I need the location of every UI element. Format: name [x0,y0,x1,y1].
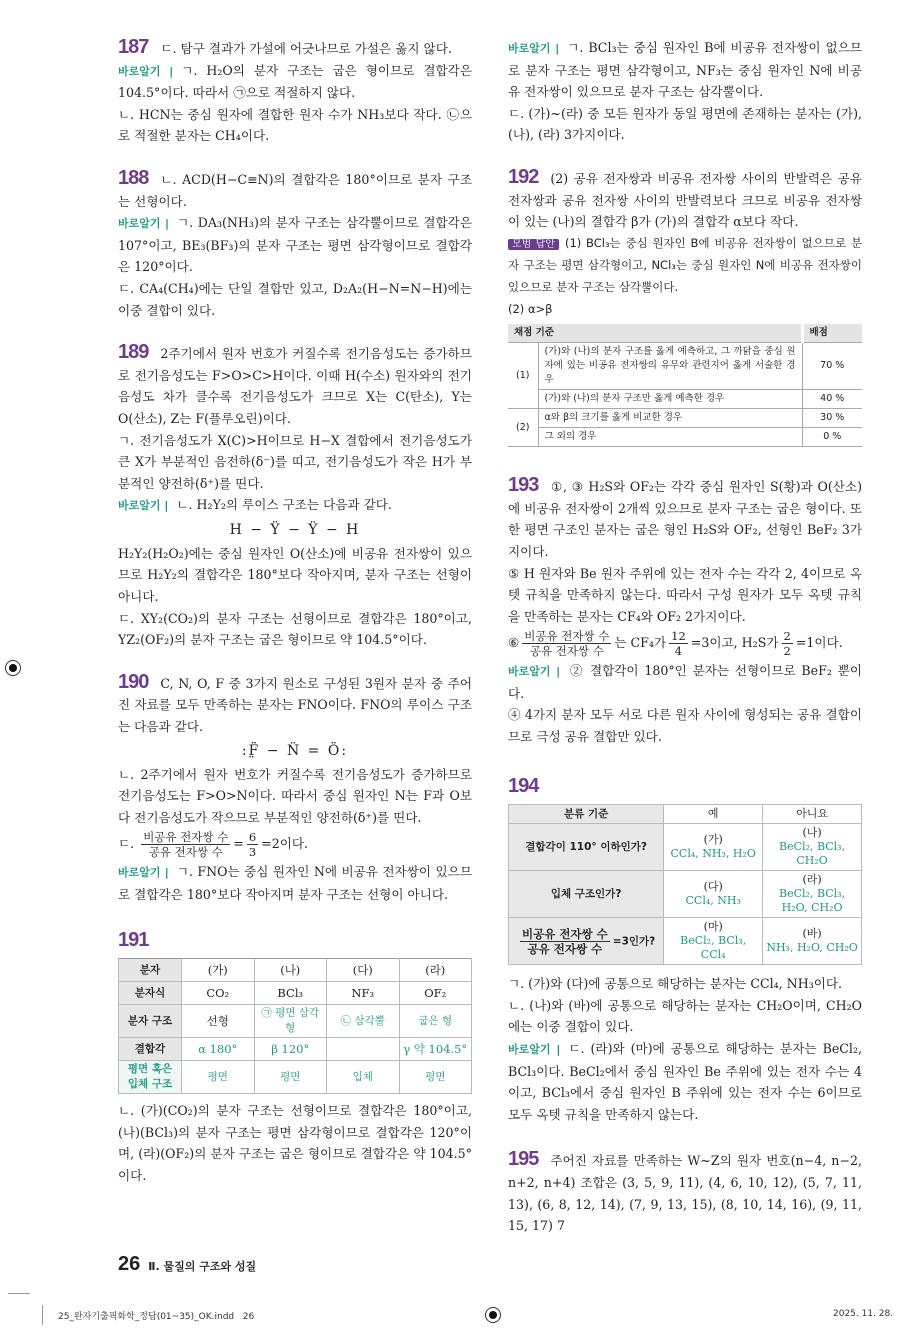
cell-label: (바) [802,927,822,941]
answer-text: ⑤ H 원자와 Be 원자 주위에 있는 전자 수는 각각 2, 4이므로 옥텟 규칙을 만족하지 않는다. 따라서 구성 원자가 모두 옥텟 규칙을 만족하는 분자는 CF₄와 OF₂ 2가지이다. [508,565,862,624]
question-number: 193 [508,474,539,497]
table-cell: ㉡ 삼각뿔 [327,1005,400,1038]
answer-text: ㄴ. (가)(CO₂)의 분자 구조는 선형이므로 결합각은 180°이고, (나)(BCl₃)의 분자 구조는 평면 삼각형이므로 결합각은 120°이며, (라)(OF₂)의 분자 구조는 굽은 형이므로 결합각은 약 104.5°이다. [118,1103,472,1183]
lewis-structure-fno: :F̤̈ − N̈ = Ö: [241,742,349,759]
denominator: 2 [783,644,791,659]
table-cell: (다) [327,959,400,982]
answer-text: ㄱ. BCl₃는 중심 원자인 B에 비공유 전자쌍이 없으므로 분자 구조는 평면 삼각형이고, NF₃는 중심 원자인 N에 비공유 전자쌍이 있으므로 분자 구조는 삼각뿔이다. [508,40,862,100]
left-column [118,37,472,1187]
score-cell: 70 % [802,343,862,390]
numerator: 6 [248,830,257,845]
answer-188 [118,168,472,321]
table-cell: (라) [399,959,472,982]
footer-line [118,1253,256,1276]
denominator: 공유 전자쌍 수 [529,644,604,659]
group-label: (1) [508,343,538,409]
molecule-table [118,958,472,1094]
table-cell: NF₃ [327,982,400,1005]
answer-192 [508,167,862,447]
page-footer [0,1237,900,1343]
criterion-cell [509,918,664,965]
column-header: 예 [664,805,763,824]
yes-cell [664,871,763,918]
criterion-suffix: =3인가? [612,935,656,948]
numerator: 12 [671,629,686,644]
row-header: 분자 구조 [119,1005,182,1038]
criteria-cell: 그 외의 경우 [538,428,802,447]
table-cell: 평면 [182,1061,255,1094]
correction-tag: 바로알기 | [118,217,169,231]
question-number: 194 [508,774,539,797]
table-cell: OF₂ [399,982,472,1005]
classification-table [508,804,862,965]
question-number: 187 [118,36,149,58]
row-header: 평면 혹은 입체 구조 [119,1061,182,1094]
answer-text: 2주기에서 원자 번호가 커질수록 전기음성도는 증가하므로 전기음성도는 F>O>C>H이다. 이때 H(수소) 원자와의 전기음성도 차가 클수록 전기음성도가 크므로 X는 C(탄소), Y는 O(산소), Z는 F(플루오린)이다. [118,346,472,426]
cell-label: (마) [703,920,723,934]
fraction [141,830,230,859]
correction-tag: 바로알기 | [118,499,169,513]
cell-molecules: BeCl₂, BCl₃, H₂O, CH₂O [779,887,846,915]
answer-text: (2) α>β [508,301,553,316]
answer-text: ㄱ. FNO는 중심 원자인 N에 비공유 전자쌍이 있으므로 결합각은 180°보다 작아지며 분자 구조는 선형이 아니다. [118,864,472,902]
criterion-cell: 결합각이 110° 이하인가? [509,824,664,871]
fraction [520,927,610,956]
answer-194 [508,776,862,1126]
correction-tag: 바로알기 | [508,665,561,679]
table-cell: 평면 [399,1061,472,1094]
table-cell: 평면 [254,1061,327,1094]
answer-189 [118,342,472,651]
answer-190 [118,672,472,906]
answer-text: ㄷ. 탐구 결과가 가설에 어긋나므로 가설은 옳지 않다. [160,41,452,56]
fraction [782,629,793,658]
numerator: 2 [783,629,791,644]
table-cell: γ 약 104.5° [399,1038,472,1061]
table-cell: 선형 [182,1005,255,1038]
answer-text: =1이다. [795,635,843,651]
answer-text: C, N, O, F 중 3가지 원소로 구성된 3원자 분자 중 주어진 자료를 모두 만족하는 분자는 FNO이다. FNO의 루이스 구조는 다음과 같다. [118,675,472,735]
answer-195 [508,1149,862,1236]
table-cell: (가) [182,959,255,982]
answer-text: 주어진 자료를 만족하는 W~Z의 원자 번호(n−4, n−2, n+2, n+4) 조합은 (3, 5, 9, 11), (4, 6, 10, 12), (5, 7, 11, 13), (6, 8, 12, 14), (7, 9, 13, 15), (8, 10, 14, 16), (9, 11, 15, 17) 7 [508,1153,862,1234]
answer-187 [118,37,472,147]
answer-191 [118,930,472,1187]
answer-text: ㄷ. XY₂(CO₂)의 분자 구조는 선형이므로 결합각은 180°이고, YZ₂(OF₂)의 분자 구조는 굽은 형이므로 약 104.5°이다. [118,610,472,648]
item-marker: ㄷ. [118,836,135,852]
item-marker: ⑥ [508,635,520,651]
denominator: 공유 전자쌍 수 [527,941,603,956]
table-row [508,390,862,409]
crop-mark [8,1293,30,1294]
cell-label: (라) [802,873,822,887]
model-answer-tag: 모범 답안 [508,239,559,250]
correction-tag: 바로알기 | [118,866,169,880]
answer-text: 는 CF₄가 [614,635,667,651]
cell-molecules: CCl₄, NH₃, H₂O [670,847,756,861]
answer-text: ② 결합각이 180°인 분자는 선형이므로 BeF₂ 뿐이다. [508,663,862,701]
criterion-cell: 입체 구조인가? [509,871,664,918]
equals: = [233,836,244,852]
page-number: 26 [118,1252,141,1275]
numerator: 비공유 전자쌍 수 [524,629,610,644]
table-row [119,1005,472,1038]
table-row [508,409,862,428]
table-cell [327,1038,400,1061]
answer-text: ㄴ. ACD(H−C≡N)의 결합각은 180°이므로 분자 구조는 선형이다. [118,171,472,209]
table-row [509,918,862,965]
row-header: 분자식 [119,982,182,1005]
answer-text: ㄱ. DA₃(NH₃)의 분자 구조는 삼각뿔이므로 결합각은 107°이고, BE₃(BF₃)의 분자 구조는 평면 삼각형이므로 결합각은 120°이다. [118,215,472,275]
column-header: 분류 기준 [509,805,664,824]
answer-text: ㄷ. (가)~(라) 중 모든 원자가 동일 평면에 존재하는 분자는 (가), (나), (라) 3가지이다. [508,105,862,143]
columns [0,37,900,1237]
print-date: 2025. 11. 28. [833,1308,894,1319]
denominator: 공유 전자쌍 수 [148,845,223,860]
criteria-cell: α와 β의 크기를 옳게 비교한 경우 [538,409,802,428]
answer-text: ㄴ. H₂Y₂의 루이스 구조는 다음과 같다. [176,497,392,513]
table-cell: BCl₃ [254,982,327,1005]
answer-text: =2이다. [261,836,309,852]
answer-text: ④ 4가지 분자 모두 서로 다른 원자 사이에 형성되는 공유 결합이므로 극성 공유 결합만 있다. [508,707,862,745]
registration-mark-icon [5,660,21,676]
chapter-title: Ⅱ. 물질의 구조와 성질 [148,1259,257,1273]
no-cell [763,918,862,965]
table-header-row [508,324,862,343]
table-row [119,1038,472,1061]
score-cell: 40 % [802,390,862,409]
answer-191-continued [508,37,862,146]
right-column [508,37,862,1237]
answer-text: (2) 공유 전자쌍과 비공유 전자쌍 사이의 반발력은 공유 전자쌍과 공유 전자쌍 사이의 반발력보다 크므로 비공유 전자쌍이 있는 (나)의 결합각 β가 (가)의 결합각 α보다 작다. [508,170,862,230]
column-header: 채점 기준 [508,324,802,343]
question-number: 189 [118,341,149,364]
answer-text: (1) BCl₃는 중심 원자인 B에 비공유 전자쌍이 없으므로 분자 구조는 평면 삼각형이고, NCl₃는 중심 원자인 N에 비공유 전자쌍이 있으므로 분자 구조는 삼각뿔이다. [508,235,862,294]
cell-label: (다) [703,880,723,894]
table-cell: α 180° [182,1038,255,1061]
answer-text: ㄱ. (가)와 (다)에 공통으로 해당하는 분자는 CCl₄, NH₃이다. [508,976,843,992]
group-label: (2) [508,409,538,447]
cell-molecules: CCl₄, NH₃ [685,894,741,908]
file-slug: 25_완자기출픽화학_정답(01~35)_OK.indd 26 [58,1311,255,1322]
answer-193 [508,475,862,748]
fraction [247,830,258,859]
table-cell: 입체 [327,1061,400,1094]
answer-text: ㄴ. (나)와 (바)에 공통으로 해당하는 분자는 CH₂O이며, CH₂O에는 이중 결합이 있다. [508,997,862,1035]
numerator: 비공유 전자쌍 수 [521,926,608,941]
cell-label: (나) [802,826,822,840]
question-number: 195 [508,1148,539,1171]
answer-text: ㄱ. 전기음성도가 X(C)>H이므로 H−X 결합에서 전기음성도가 큰 X가 부분적인 음전하(δ⁻)를 띠고, 전기음성도가 작은 H가 부분적인 양전하(δ⁺)를 띤다. [118,432,472,491]
table-row [119,959,472,982]
answer-text: ㄴ. 2주기에서 원자 번호가 커질수록 전기음성도가 증가하므로 전기음성도는 F>O>N이다. 따라서 중심 원자인 N는 F과 O보다 전기음성도가 작으므로 부분적인 양전하(δ⁺)를 띤다. [118,766,472,825]
question-number: 192 [508,165,539,188]
denominator: 3 [248,845,257,860]
answer-text: ①, ③ H₂S와 OF₂는 각각 중심 원자인 S(황)과 O(산소)에 비공유 전자쌍이 2개씩 있으므로 분자 구조는 굽은 형이다. 또한 평면 구조인 분자는 굽은 형인 H₂S와 OF₂, 선형인 BeF₂ 3가지이다. [508,479,862,559]
question-number: 191 [118,928,149,951]
lewis-structure-h2y2: H − Ÿ − Ÿ − H [229,521,361,538]
criteria-cell: (가)와 (나)의 분자 구조만 옳게 예측한 경우 [538,390,802,409]
answer-text: ㄷ. (라)와 (마)에 공통으로 해당하는 분자는 BeCl₂, BCl₃이다. BeCl₂에서 중심 원자인 Be 주위에 있는 전자 수는 4이고, BCl₃에서 중심 원자인 B 주위에 있는 전자 수는 6이므로 모두 옥텟 규칙을 만족하지 않는다. [508,1041,862,1122]
score-cell: 30 % [802,409,862,428]
table-cell: 굽은 형 [399,1005,472,1038]
column-header: 아니요 [763,805,862,824]
numerator: 비공유 전자쌍 수 [143,830,229,845]
answer-text: ㄷ. CA₄(CH₄)에는 단일 결합만 있고, D₂A₂(H−N=N−H)에는 이중 결합이 있다. [118,280,472,318]
yes-cell [664,824,763,871]
answer-text: ㄴ. HCN는 중심 원자에 결합한 원자 수가 NH₃보다 작다. ㉡으로 적절한 분자는 CH₄이다. [118,106,472,144]
yes-cell [664,918,763,965]
table-row [508,428,862,447]
table-row [509,871,862,918]
row-header: 분자 [119,959,182,982]
question-number: 188 [118,166,149,189]
denominator: 4 [674,644,683,659]
registration-mark-icon [485,1307,501,1323]
row-header: 결합각 [119,1038,182,1061]
table-cell: ㉠ 평면 삼각형 [254,1005,327,1038]
scoring-table [508,324,862,447]
cell-molecules: NH₃, H₂O, CH₂O [766,941,858,955]
fraction [669,629,688,658]
table-row [119,1061,472,1094]
correction-tag: 바로알기 | [508,42,560,55]
cell-molecules: BeCl₂, BCl₃, CCl₄ [680,934,747,962]
table-row [119,982,472,1005]
no-cell [763,824,862,871]
table-cell: β 120° [254,1038,327,1061]
cell-label: (가) [703,833,723,847]
answer-text: =3이고, H₂S가 [690,635,779,651]
cell-molecules: BeCl₂, BCl₃, CH₂O [779,840,846,868]
correction-tag: 바로알기 | [508,1043,561,1057]
table-cell: CO₂ [182,982,255,1005]
no-cell [763,871,862,918]
fraction [522,629,611,658]
answer-text: ㄱ. H₂O의 분자 구조는 굽은 형이므로 결합각은 104.5°이다. 따라서 ㉠으로 적절하지 않다. [118,62,472,101]
column-header: 배점 [802,324,862,343]
table-row [508,343,862,390]
table-row [509,824,862,871]
crop-mark [42,1305,43,1325]
question-number: 190 [118,670,149,693]
correction-tag: 바로알기 | [118,64,174,78]
table-cell: (나) [254,959,327,982]
table-header-row [509,805,862,824]
score-cell: 0 % [802,428,862,447]
criteria-cell: (가)와 (나)의 분자 구조를 옳게 예측하고, 그 까닭을 중심 원자에 있는 비공유 전자쌍의 유무와 관련지어 옳게 서술한 경우 [538,343,802,390]
answer-text: H₂Y₂(H₂O₂)에는 중심 원자인 O(산소)에 비공유 전자쌍이 있으므로 H₂Y₂의 결합각은 180°보다 작아지며, 분자 구조는 선형이 아니다. [118,545,472,605]
